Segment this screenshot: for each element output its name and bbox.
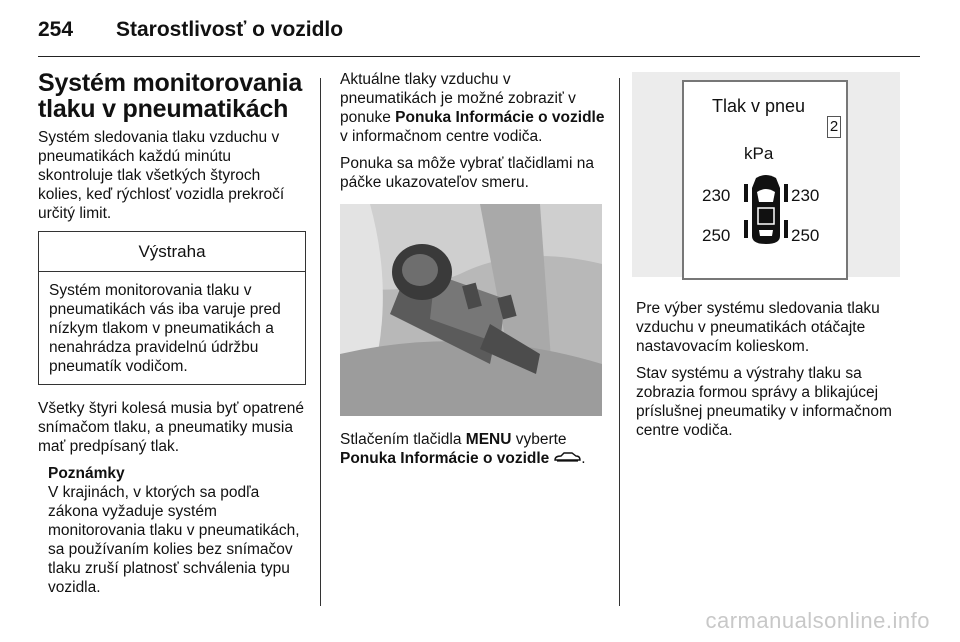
column-right [636, 70, 902, 448]
page-number: 254 [38, 18, 74, 41]
car-top-view-icon [744, 174, 788, 246]
driver-info-screen [682, 80, 848, 280]
adjuster-paragraph: Pre výber systému sledovania tlaku vzduchu v pneumatikách otáčajte nastavovacím kolieskom. [636, 300, 880, 355]
watermark: carmanualsonline.info [705, 608, 930, 633]
column-middle [340, 70, 608, 476]
vehicle-info-menu-label: Ponuka Informácie o vozidle [340, 450, 550, 467]
section-heading: Systém monitorovania tlaku v pneumatikách [38, 69, 303, 123]
page-header [38, 18, 343, 42]
tire-pressure-display [632, 72, 900, 277]
note-title: Poznámky [48, 465, 125, 482]
menu-name-bold: Ponuka Informácie o vozidle [395, 109, 605, 126]
warning-title: Výstraha [39, 232, 305, 272]
menu-paragraph: Aktuálne tlaky vzduchu v pneumatikách je možné zobraziť v ponuke Ponuka Informácie o vozidle v informačnom centre vodiča. [340, 71, 605, 145]
column-divider-left [320, 78, 321, 606]
display-title: Tlak v pneu [712, 96, 806, 116]
car-info-icon [553, 449, 581, 468]
note-text: V krajinách, v ktorých sa podľa zákona vyžaduje systém monitorovania tlaku v pneumatikách, sa používaním kolies bez snímačov tlaku zruší platnosť schválenia typu vozidla. [48, 484, 300, 596]
pressure-unit: kPa [744, 144, 774, 163]
turn-signal-stalk-photo [340, 204, 602, 416]
column-divider-right [619, 78, 620, 606]
stalk-paragraph: Ponuka sa môže vybrať tlačidlami na páčke ukazovateľov smeru. [340, 155, 594, 191]
menu-button-label: MENU [465, 431, 512, 448]
rear-left-pressure: 250 [702, 226, 731, 245]
menu-button-paragraph: Stlačením tlačidla MENU vyberte Ponuka Informácie o vozidle . [340, 431, 586, 467]
rear-right-pressure: 250 [791, 226, 820, 245]
stalk-illustration [340, 204, 602, 416]
warning-box [38, 231, 306, 385]
note-block [38, 464, 306, 597]
status-paragraph: Stav systému a výstrahy tlaku sa zobrazia formou správy a blikajúcej príslušnej pneumatiky v informačnom centre vodiča. [636, 365, 892, 439]
sensor-paragraph: Všetky štyri kolesá musia byť opatrené snímačom tlaku, a pneumatiky musia mať predpísaný tlak. [38, 400, 304, 455]
front-right-pressure: 230 [791, 186, 820, 205]
front-left-pressure: 230 [702, 186, 731, 205]
section-title: Starostlivosť o vozidlo [116, 18, 344, 41]
page-indicator: 2 [827, 116, 841, 138]
warning-text: Systém monitorovania tlaku v pneumatikách vás iba varuje pred nízkym tlakom v pneumatikách a nenahrádza pravidelnú údržbu pneumatík vodičom. [49, 282, 281, 375]
intro-paragraph: Systém sledovania tlaku vzduchu v pneumatikách každú minútu skontroluje tlak všetkých štyroch kolies, keď rýchlosť vozidla prekročí určitý limit. [38, 129, 285, 222]
header-divider [38, 56, 920, 57]
column-left [38, 70, 306, 597]
